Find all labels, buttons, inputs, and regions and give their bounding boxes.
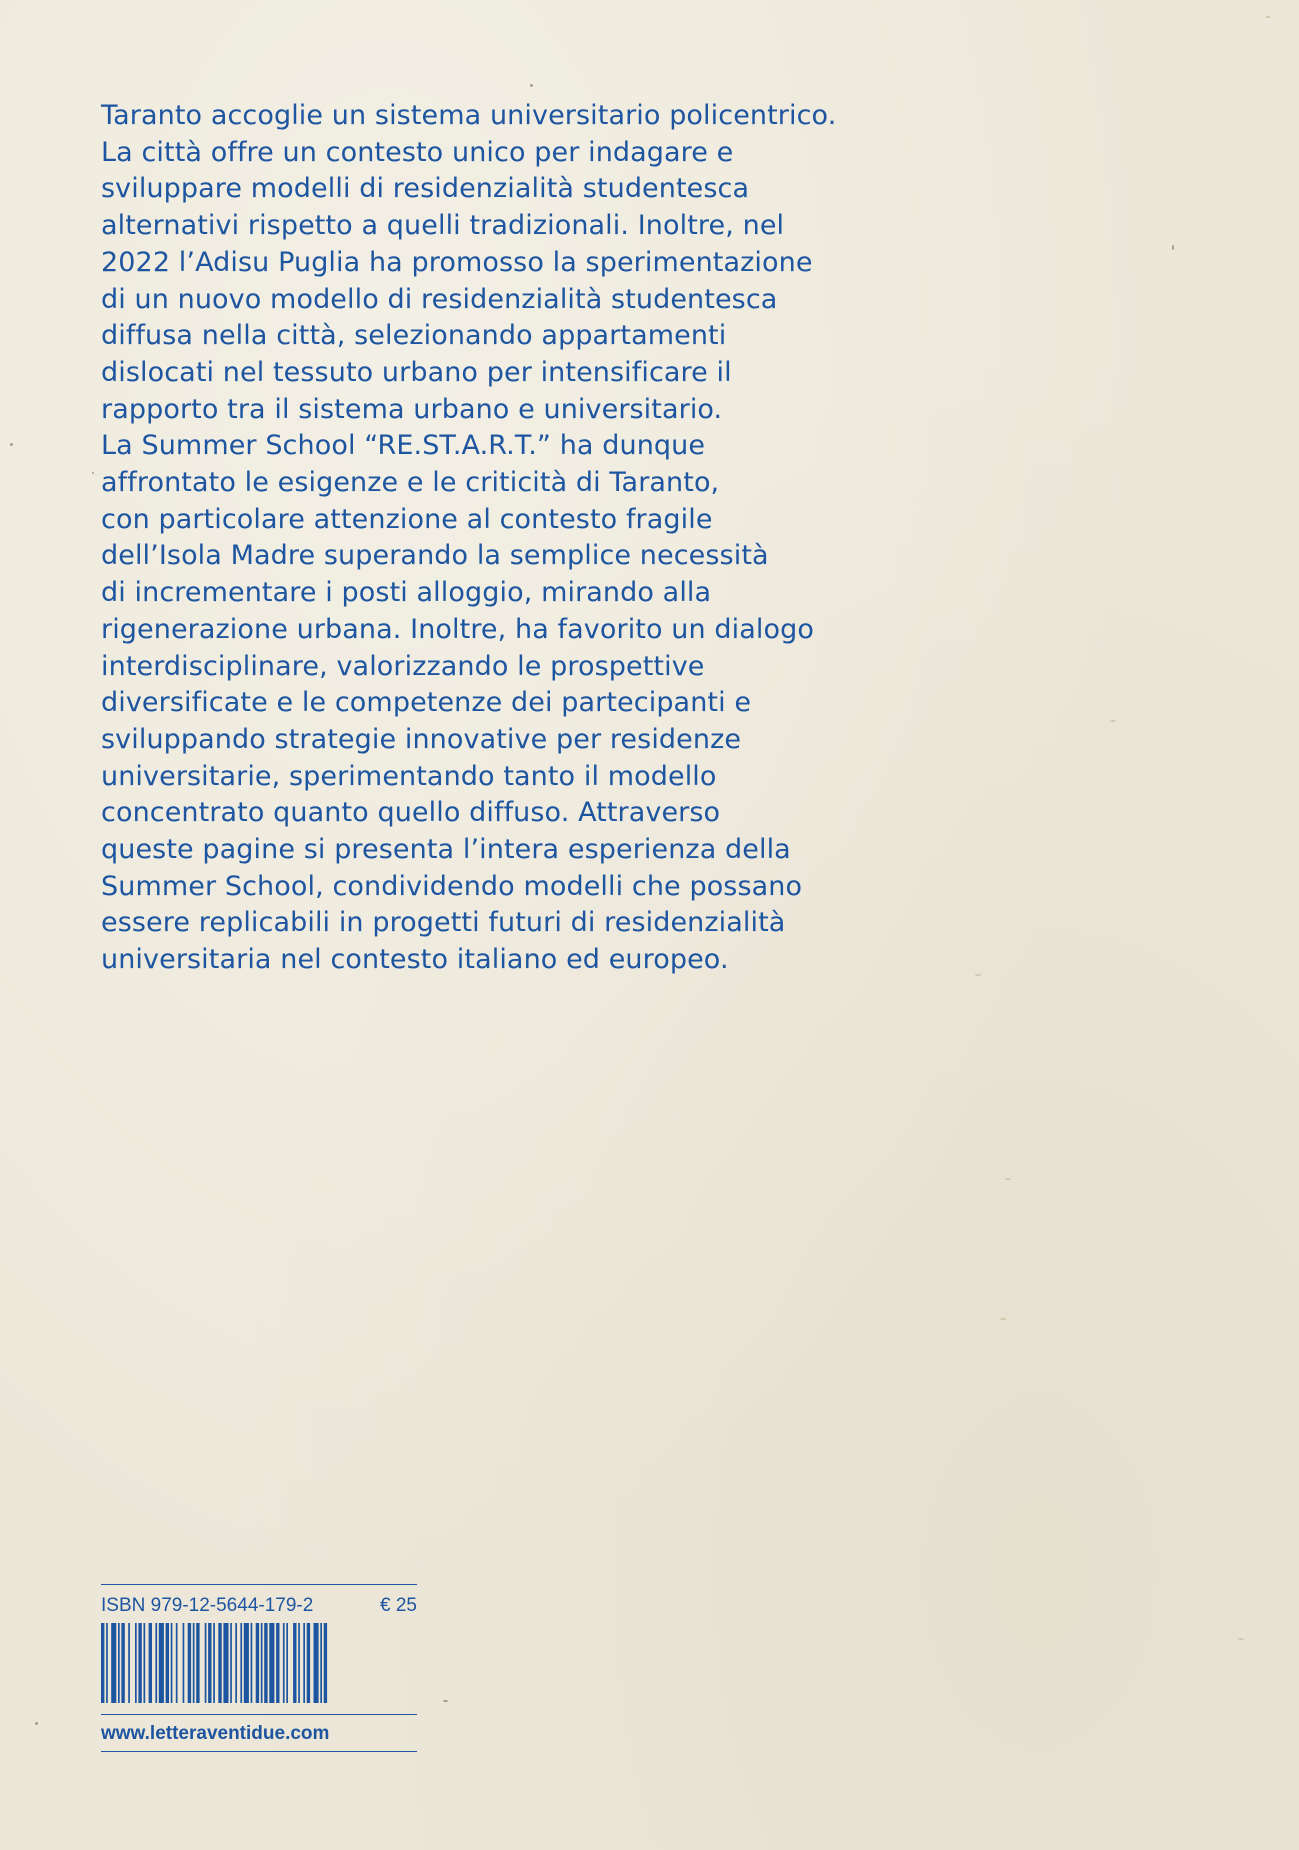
barcode-bar [256,1623,259,1703]
blurb-line: affrontato le esigenze e le criticità di Taranto, [101,467,720,499]
paper-fleck [10,443,13,446]
barcode-bar [261,1623,263,1703]
blurb-line: essere replicabili in progetti futuri di residenzialità [101,907,786,939]
paper-fleck [443,1700,448,1702]
barcode-bar [303,1623,305,1703]
blurb-line: diversificate e le competenze dei partecipanti e [101,687,752,719]
isbn-block [101,1584,417,1752]
barcode-bar [244,1623,249,1703]
barcode-bar [320,1623,322,1703]
barcode-bar [171,1623,173,1703]
barcode-bar [269,1623,274,1703]
price-label: € 25 [380,1595,417,1616]
barcode-bar [251,1623,253,1703]
barcode-bar [240,1623,242,1703]
barcode-bar [155,1623,157,1703]
barcode-bar [235,1623,237,1703]
blurb-line: rigenerazione urbana. Inoltre, ha favorito un dialogo [101,613,814,645]
blurb-line: dislocati nel tessuto urbano per intensificare il [101,356,732,388]
paper-fleck [1110,720,1116,722]
blurb-line: La città offre un contesto unico per indagare e [101,136,734,168]
bottom-rule [101,1751,417,1752]
paper-fleck [92,472,94,474]
blurb-line: dell’Isola Madre superando la semplice necessità [101,540,769,572]
paper-fleck [975,974,981,976]
barcode-bar [208,1623,211,1703]
barcode-bar [135,1623,137,1703]
website-link[interactable]: www.letteraventidue.com [101,1723,330,1744]
barcode-bar [128,1623,130,1703]
barcode-bar [149,1623,152,1703]
paper-fleck [35,1722,38,1725]
barcode [101,1623,417,1703]
blurb-line: universitarie, sperimentando tanto il modello [101,760,717,792]
isbn-row [101,1585,417,1615]
barcode-bar [118,1623,120,1703]
barcode-bar [230,1623,232,1703]
blurb-line: Summer School, condividendo modelli che possano [101,870,803,902]
blurb-line: queste pagine si presenta l’intera esperienza della [101,834,791,866]
barcode-bar [176,1623,178,1703]
barcode-bar [183,1623,185,1703]
blurb-line: sviluppando strategie innovative per residenze [101,723,742,755]
barcode-bar [276,1623,279,1703]
blurb-line: La Summer School “RE.ST.A.R.T.” ha dunque [101,430,706,462]
barcode-bar [307,1623,310,1703]
barcode-bar [205,1623,207,1703]
blurb-line: con particolare attenzione al contesto fragile [101,503,713,535]
barcode-bar [213,1623,215,1703]
paper-fleck [1265,16,1271,18]
barcode-bar [264,1623,267,1703]
barcode-bar [196,1623,199,1703]
blurb-line: universitaria nel contesto italiano ed europeo. [101,944,729,976]
blurb-line: diffusa nella città, selezionando appartamenti [101,320,727,352]
back-cover-blurb [101,98,921,979]
barcode-bar [283,1623,285,1703]
blurb-line: interdisciplinare, valorizzando le prospettive [101,650,705,682]
barcode-bar [101,1623,104,1703]
barcode-bar [223,1623,228,1703]
blurb-line: alternativi rispetto a quelli tradizionali. Inoltre, nel [101,210,785,242]
paper-fleck [1238,1638,1244,1640]
paper-fleck [1000,1318,1006,1320]
barcode-bar [166,1623,169,1703]
barcode-bar [188,1623,191,1703]
barcode-bar [106,1623,108,1703]
barcode-bar [286,1623,288,1703]
blurb-line: concentrato quanto quello diffuso. Attraverso [101,797,721,829]
blurb-line: 2022 l’Adisu Puglia ha promosso la sperimentazione [101,246,813,278]
blurb-line: di un nuovo modello di residenzialità studentesca [101,283,778,315]
barcode-bar [144,1623,146,1703]
barcode-bar [314,1623,319,1703]
barcode-bar [111,1623,116,1703]
barcode-bar [293,1623,296,1703]
blurb-line: sviluppare modelli di residenzialità studentesca [101,173,750,205]
barcode-bar [324,1623,327,1703]
barcode-bar [298,1623,300,1703]
blurb-line: Taranto accoglie un sistema universitario policentrico. [101,100,837,131]
blurb-line: di incrementare i posti alloggio, mirando alla [101,577,712,609]
isbn-number: ISBN 979-12-5644-179-2 [101,1595,314,1616]
blurb-line: rapporto tra il sistema urbano e universitario. [101,393,723,425]
barcode-bar [159,1623,164,1703]
barcode-bar [121,1623,124,1703]
barcode-bar [138,1623,141,1703]
paper-fleck [1172,245,1174,250]
paper-fleck [1005,1178,1011,1180]
barcode-bar [218,1623,221,1703]
paper-fleck [530,84,533,87]
barcode-bar [193,1623,195,1703]
